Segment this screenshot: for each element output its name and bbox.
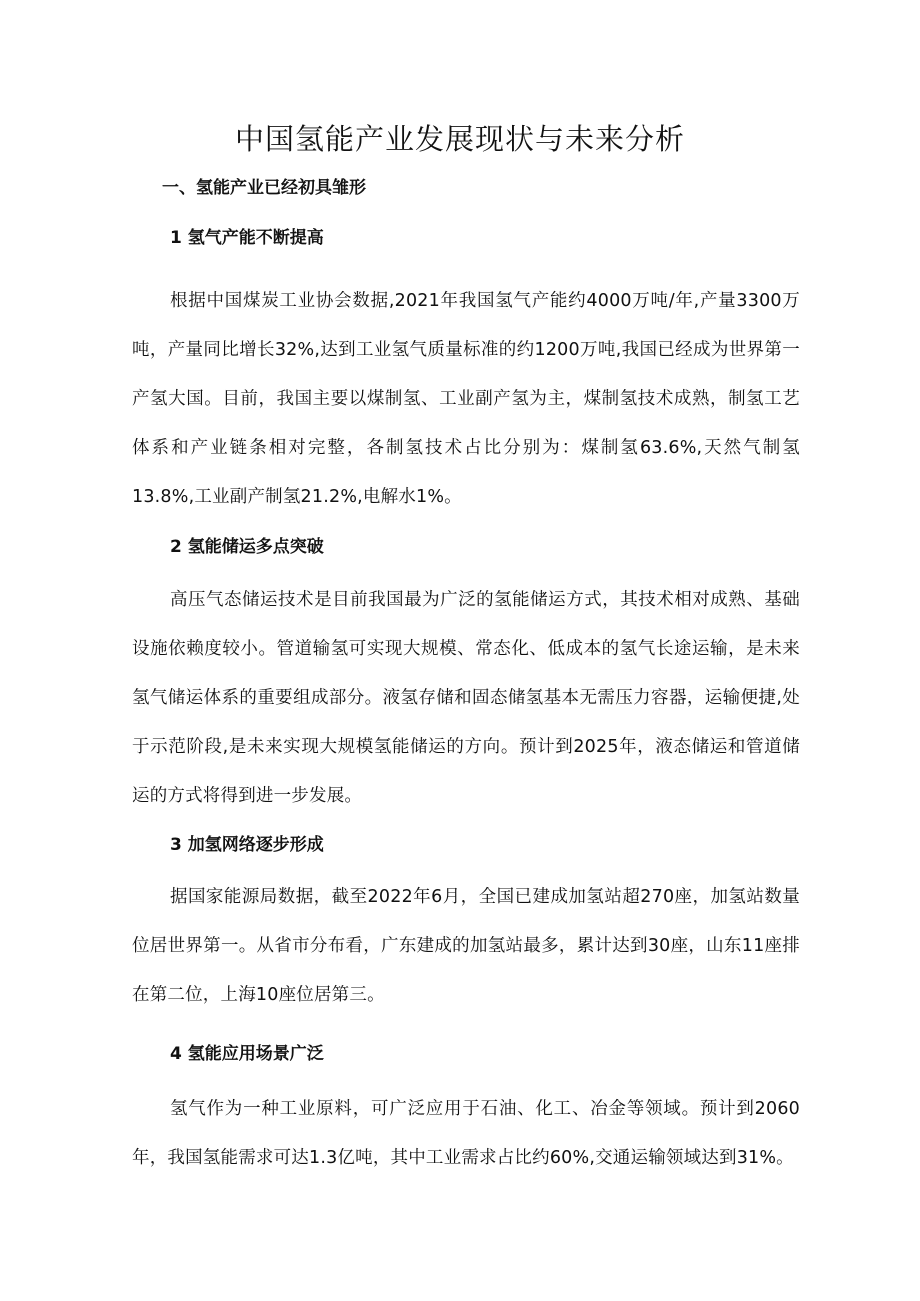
document-title: 中国氢能产业发展现状与未来分析 <box>234 122 685 156</box>
paragraph-hydrogen-capacity: 根据中国煤炭工业协会数据,2021年我国氢气产能约4000万吨/年,产量3300万吨，产量同比增长32%,达到工业氢气质量标准的约1200万吨,我国已经成为世界第一产氢大国。目前，我国主要以煤制氢、工业副产氢为主，煤制氢技术成熟，制氢工艺体系和产业链条相对完整，各制氢技术占比分别为：煤制氢63.6%,天然气制氢13.8%,工业副产制氢21.2%,电解水1%。 <box>132 291 800 507</box>
subsection-heading-1: 1 氢气产能不断提高 <box>170 228 324 248</box>
subsection-heading-2: 2 氢能储运多点突破 <box>170 537 324 557</box>
paragraph-refueling-network: 据国家能源局数据，截至2022年6月，全国已建成加氢站超270座，加氢站数量位居世界第一。从省市分布看，广东建成的加氢站最多，累计达到30座，山东11座排在第二位，上海10座位居第三。 <box>132 887 800 1005</box>
paragraph-hydrogen-storage: 高压气态储运技术是目前我国最为广泛的氢能储运方式，其技术相对成熟、基础设施依赖度较小。管道输氢可实现大规模、常态化、低成本的氢气长途运输，是未来氢气储运体系的重要组成部分。液氢存储和固态储氢基本无需压力容器，运输便捷,处于示范阶段,是未来实现大规模氢能储运的方向。预计到2025年，液态储运和管道储运的方式将得到进一步发展。 <box>132 590 800 806</box>
paragraph-applications: 氢气作为一种工业原料，可广泛应用于石油、化工、冶金等领域。预计到2060年，我国氢能需求可达1.3亿吨，其中工业需求占比约60%,交通运输领域达到31%。 <box>132 1099 800 1168</box>
subsection-heading-4: 4 氢能应用场景广泛 <box>170 1044 324 1064</box>
section-heading-1: 一、氢能产业已经初具雏形 <box>162 178 366 198</box>
subsection-heading-3: 3 加氢网络逐步形成 <box>170 835 324 855</box>
